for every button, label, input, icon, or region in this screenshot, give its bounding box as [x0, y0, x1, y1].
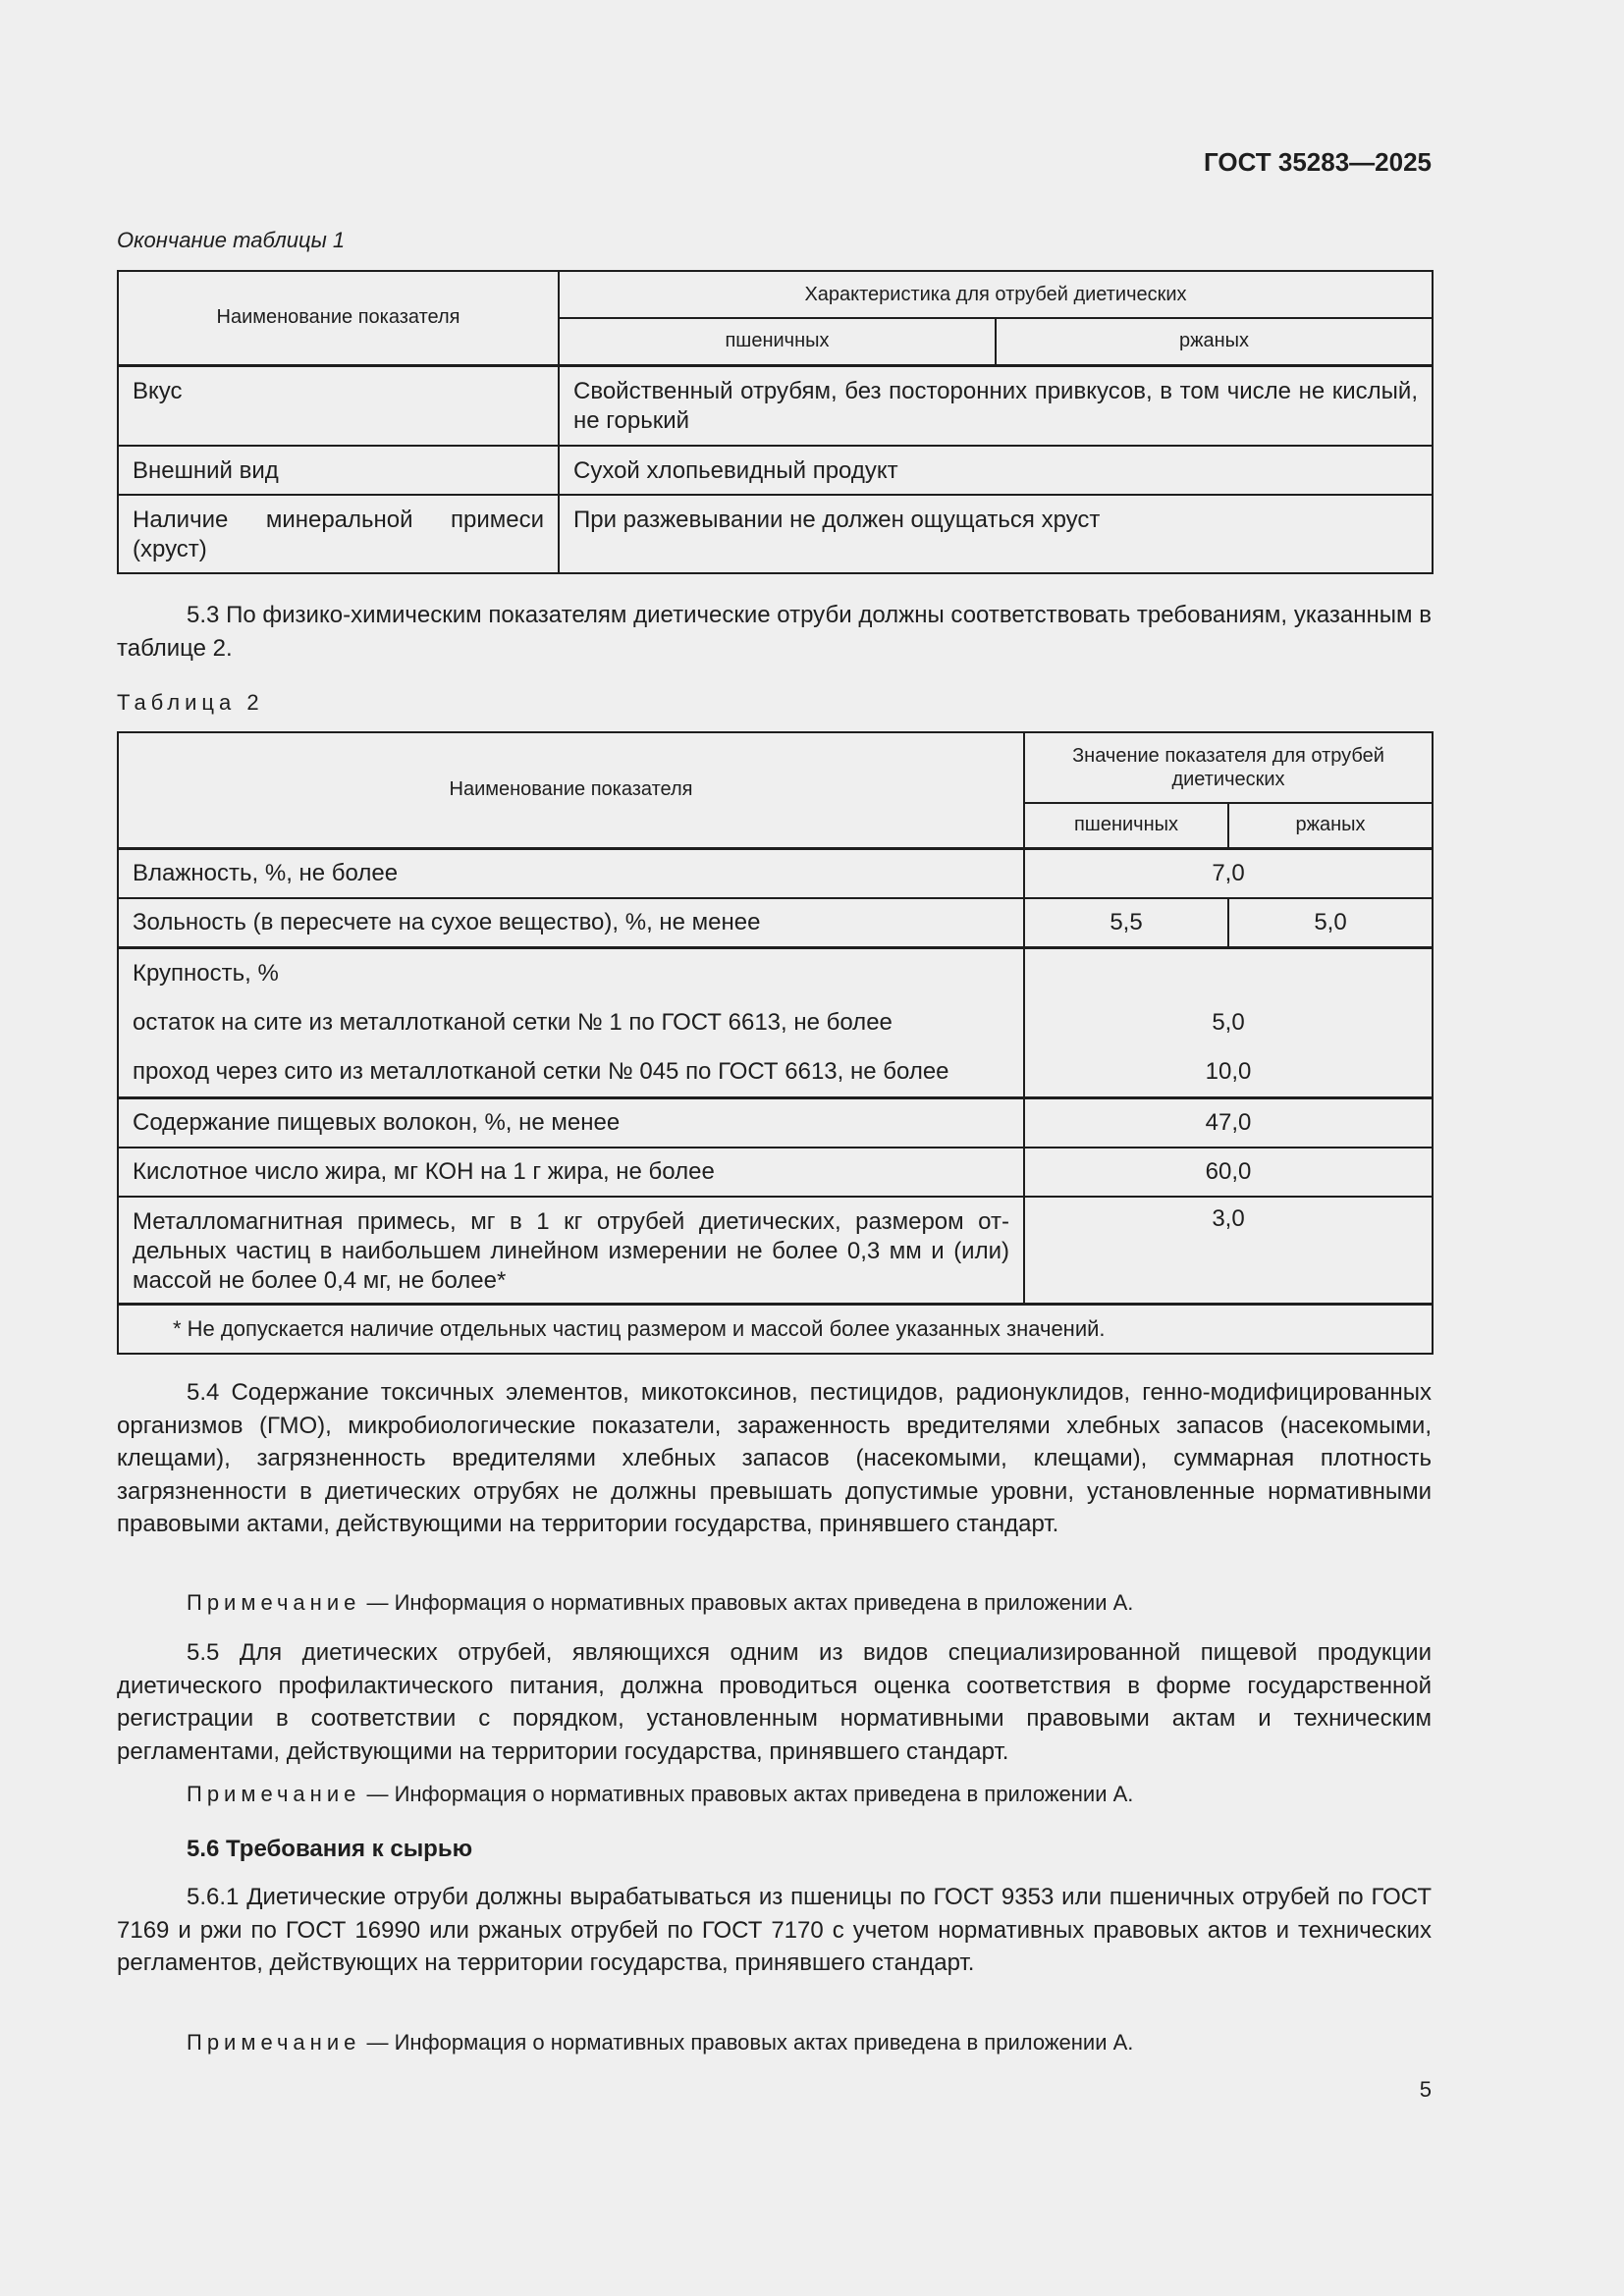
table1-row-name: Вкус	[118, 365, 559, 446]
table1-header-rye: ржаных	[996, 318, 1433, 365]
table1-row-value: Сухой хлопьевидный продукт	[559, 446, 1433, 495]
note-5-4	[187, 1590, 1133, 1616]
table2-row-value: 60,0	[1024, 1148, 1433, 1197]
page-number: 5	[1419, 2077, 1432, 2102]
table2-row-name: Кислотное число жира, мг КОН на 1 г жира, не более	[118, 1148, 1024, 1197]
table-row	[118, 947, 1433, 1097]
table2-row-value: 47,0	[1024, 1097, 1433, 1148]
table2-header-name: Наименование показателя	[118, 732, 1024, 848]
table2-row-value: 7,0	[1024, 848, 1433, 898]
table2-header-rye: ржаных	[1228, 803, 1433, 848]
table-row	[118, 1197, 1433, 1305]
table1	[117, 270, 1434, 574]
table1-header-name: Наименование показателя	[118, 271, 559, 365]
table2-row-value-group	[1024, 947, 1433, 1097]
table2-subrow-name: остаток на сите из металлотканой сетки № 1 по ГОСТ 6613, не более	[133, 1008, 893, 1036]
table2-row-value: 3,0	[1024, 1197, 1433, 1305]
table2-row-value-rye: 5,0	[1228, 898, 1433, 948]
note-5-5	[187, 1782, 1133, 1807]
note-text: — Информация о нормативных правовых актах приведена в приложении А.	[360, 1590, 1134, 1615]
table2-row-name: Зольность (в пересчете на сухое вещество), %, не менее	[118, 898, 1024, 948]
table2-row-name: Влажность, %, не более	[118, 848, 1024, 898]
paragraph-5-3: 5.3 По физико-химическим показателям диетические отруби должны соответствовать требованиям, указанным в таблице 2.	[117, 602, 1432, 662]
table2-row-name: Металломагнитная примесь, мг в 1 кг отрубей диетических, размером отдельных частиц в наибольшем линейном измерении не более 0,3 мм и (или) массой не более 0,4 мг, не более*	[118, 1197, 1024, 1305]
note-text: — Информация о нормативных правовых актах приведена в приложении А.	[360, 1782, 1134, 1806]
table2-row-name: Содержание пищевых волокон, %, не менее	[118, 1097, 1024, 1148]
note-label: Примечание	[187, 1590, 361, 1615]
table-row	[118, 365, 1433, 446]
table2-row-name-group	[118, 947, 1024, 1097]
table2-row-value-wheat: 5,5	[1024, 898, 1228, 948]
table2-row-name: Крупность, %	[133, 959, 279, 987]
table2-subrow-value: 5,0	[1212, 1008, 1245, 1036]
table-row	[118, 1305, 1433, 1354]
table2-header-group: Значение показателя для отрубей диетических	[1024, 732, 1433, 803]
paragraph-5-5: 5.5 Для диетических отрубей, являющихся одним из видов специализированной пищевой продукции диетического профилактического питания, должна проводиться оценка соответствия в форме государственной регистрации в соответствии с порядком, установленным нормативными правовыми актам и техническим регламентами, действующими на территории государства, принявшего стандарт.	[117, 1639, 1432, 1765]
note-label: Примечание	[187, 2030, 361, 2055]
table-row	[118, 495, 1433, 573]
section-heading-5-6: 5.6 Требования к сырью	[187, 1836, 473, 1862]
table2-header-wheat: пшеничных	[1024, 803, 1228, 848]
paragraph-5-4: 5.4 Содержание токсичных элементов, микотоксинов, пестицидов, радионуклидов, генно-модифицированных организмов (ГМО), микробиологические показатели, зараженность вредителями хлебных запасов (насекомыми, клещами), загрязненность вредителями хлебных запасов (насекомыми, клещами), суммарная плотность загрязненности в диетических отрубях не должны превышать допустимые уровни, установленные нормативными правовыми актами, действующими на территории государства, принявшего стандарт.	[117, 1379, 1432, 1537]
note-5-6-1	[187, 2030, 1133, 2056]
table-row	[118, 446, 1433, 495]
table1-header-wheat: пшеничных	[559, 318, 996, 365]
table1-caption: Окончание таблицы 1	[117, 228, 346, 252]
table2-subrow-name: проход через сито из металлотканой сетки № 045 по ГОСТ 6613, не более	[133, 1057, 949, 1085]
note-text: — Информация о нормативных правовых актах приведена в приложении А.	[360, 2030, 1134, 2055]
table-row	[118, 1097, 1433, 1148]
table2-subrow-value: 10,0	[1205, 1057, 1252, 1085]
table-row	[118, 848, 1433, 898]
table1-row-name: Внешний вид	[118, 446, 559, 495]
table2-footnote: * Не допускается наличие отдельных частиц размером и массой более указанных значений.	[118, 1305, 1433, 1354]
table-row	[118, 1148, 1433, 1197]
table1-row-name: Наличие минеральной примеси (хруст)	[118, 495, 559, 573]
table1-row-value: При разжевывании не должен ощущаться хруст	[559, 495, 1433, 573]
document-id: ГОСТ 35283—2025	[1204, 147, 1432, 177]
table-row	[118, 898, 1433, 948]
note-label: Примечание	[187, 1782, 361, 1806]
table1-header-group: Характеристика для отрубей диетических	[559, 271, 1433, 318]
table1-row-value: Свойственный отрубям, без посторонних привкусов, в том числе не кислый, не горький	[559, 365, 1433, 446]
paragraph-5-6-1: 5.6.1 Диетические отруби должны вырабатываться из пшеницы по ГОСТ 9353 или пшеничных отрубей по ГОСТ 7169 и ржи по ГОСТ 16990 или ржаных отрубей по ГОСТ 7170 с учетом нормативных правовых актов и технических регламентов, действующих на территории государства, принявшего стандарт.	[117, 1884, 1432, 1976]
table2-caption: Таблица 2	[117, 690, 264, 715]
table2	[117, 731, 1434, 1355]
